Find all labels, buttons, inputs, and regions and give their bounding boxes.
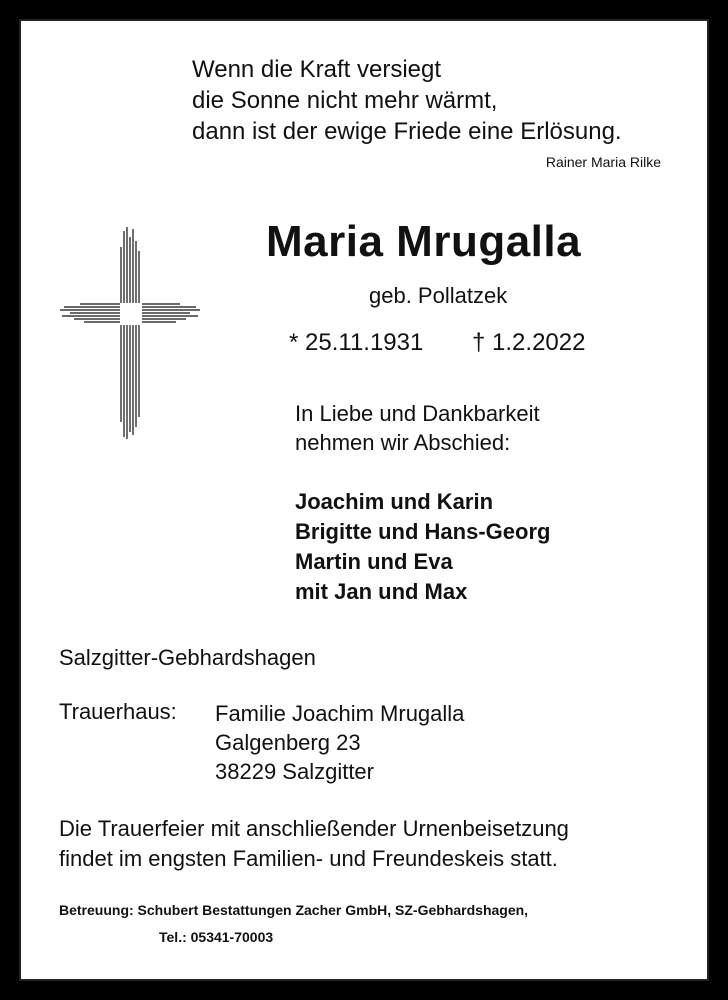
family-line: Brigitte und Hans-Georg bbox=[295, 519, 551, 544]
quote-line: dann ist der ewige Friede eine Erlösung. bbox=[192, 118, 622, 145]
birth-name: geb. Pollatzek bbox=[369, 283, 508, 308]
family-line: mit Jan und Max bbox=[295, 579, 468, 604]
obituary-card bbox=[19, 19, 709, 981]
family-list bbox=[295, 487, 550, 607]
service-line: Die Trauerfeier mit anschließender Urnenbeisetzung bbox=[59, 816, 569, 841]
quote-line: die Sonne nicht mehr wärmt, bbox=[192, 87, 498, 114]
deceased-name: Maria Mrugalla bbox=[266, 217, 582, 266]
address-line: Galgenberg 23 bbox=[215, 730, 361, 755]
life-dates bbox=[289, 329, 585, 357]
farewell-text bbox=[295, 399, 540, 457]
birth-date: * 25.11.1931 bbox=[289, 329, 424, 356]
farewell-line: nehmen wir Abschied: bbox=[295, 430, 511, 455]
family-line: Joachim und Karin bbox=[295, 489, 494, 514]
service-notice bbox=[59, 814, 569, 874]
quote-author: Rainer Maria Rilke bbox=[545, 154, 661, 170]
place: Salzgitter-Gebhardshagen bbox=[59, 645, 316, 670]
farewell-line: In Liebe und Dankbarkeit bbox=[295, 401, 540, 426]
mourning-house-label: Trauerhaus: bbox=[59, 699, 177, 724]
funeral-home-phone: Tel.: 05341-70003 bbox=[159, 929, 274, 945]
service-line: findet im engsten Familien- und Freundeskeis statt. bbox=[59, 846, 558, 871]
funeral-home: Betreuung: Schubert Bestattungen Zacher GmbH, SZ-Gebhardshagen, bbox=[59, 902, 529, 918]
cross-icon bbox=[60, 227, 200, 439]
mourning-house-address bbox=[215, 699, 464, 786]
quote-line: Wenn die Kraft versiegt bbox=[192, 56, 442, 83]
address-line: 38229 Salzgitter bbox=[215, 759, 374, 784]
death-date: † 1.2.2022 bbox=[472, 329, 586, 356]
address-line: Familie Joachim Mrugalla bbox=[215, 701, 465, 726]
family-line: Martin und Eva bbox=[295, 549, 453, 574]
quote bbox=[192, 54, 622, 147]
